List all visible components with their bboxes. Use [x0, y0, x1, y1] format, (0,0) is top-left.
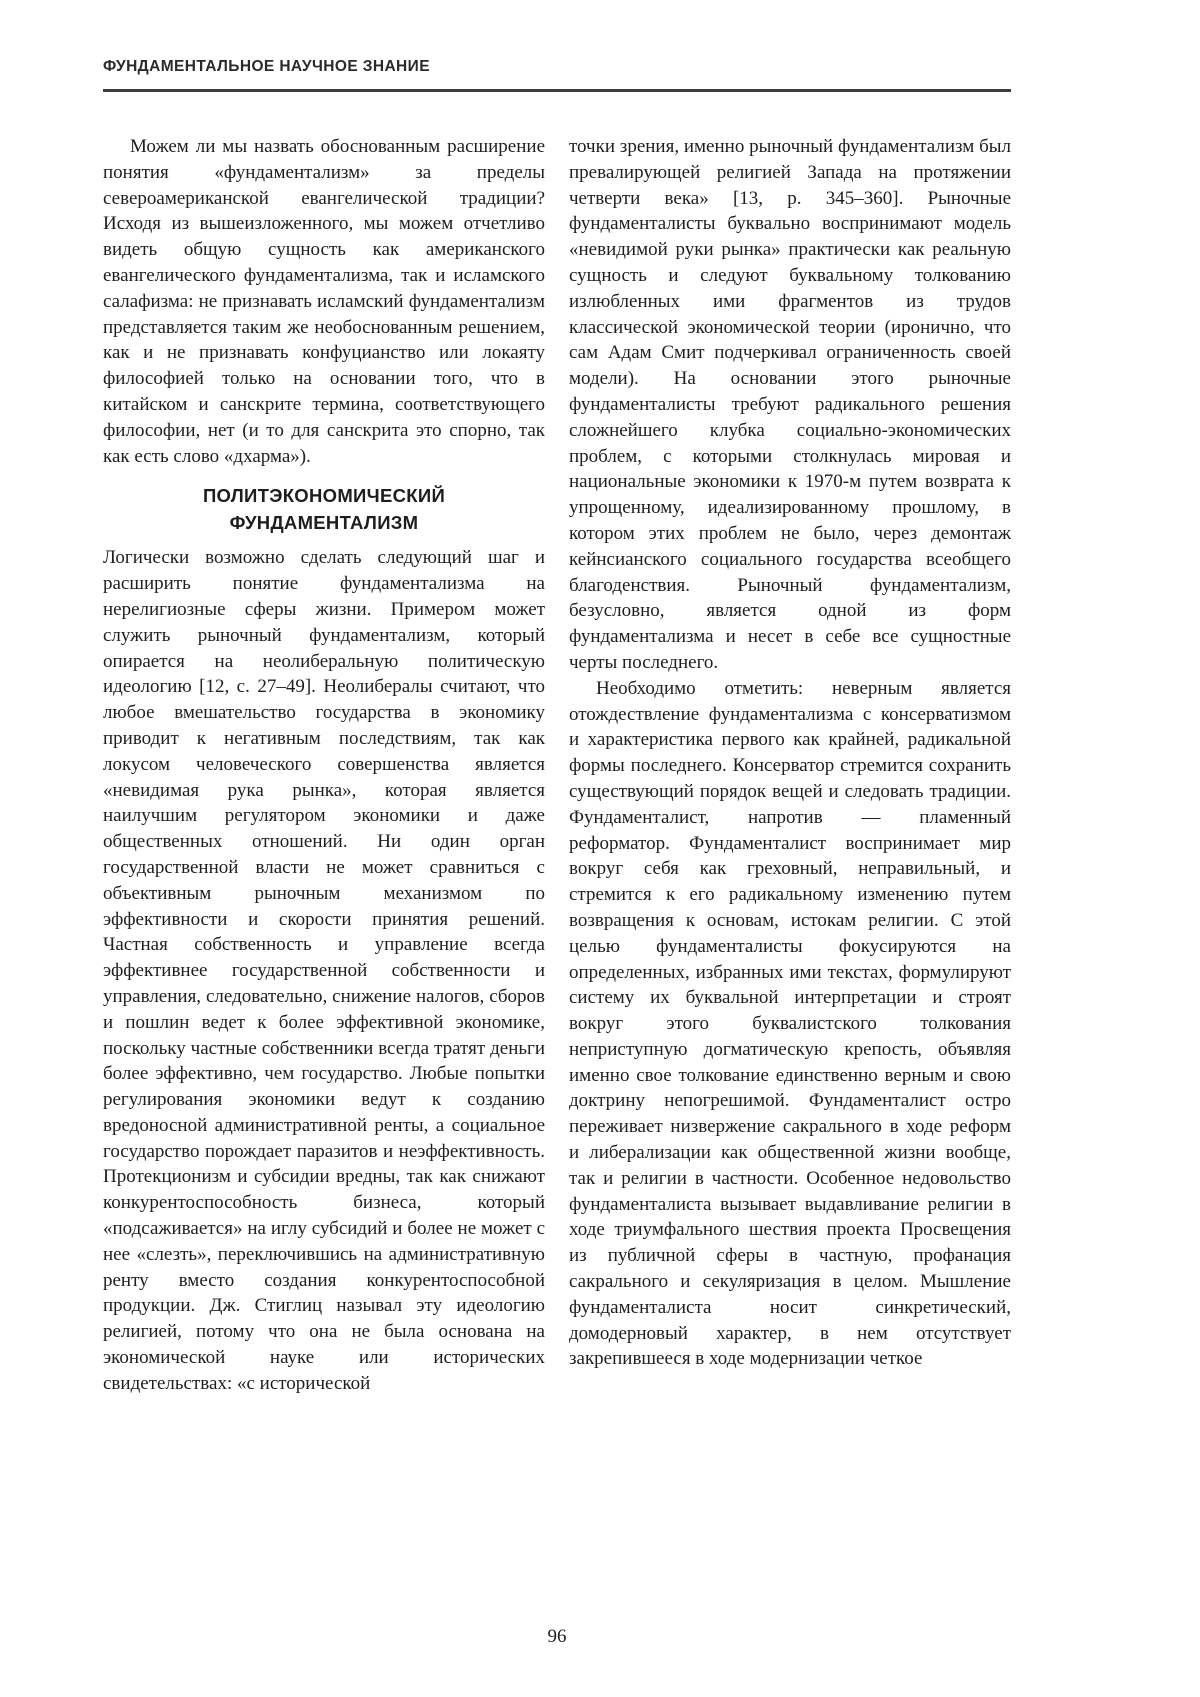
text-columns	[103, 134, 1011, 1397]
page-number: 96	[547, 1626, 567, 1647]
section-heading-line2: ФУНДАМЕНТАЛИЗМ	[229, 512, 419, 534]
page-content	[103, 58, 1011, 1397]
section-heading-line1: ПОЛИТЭКОНОМИЧЕСКИЙ	[202, 485, 446, 507]
paragraph-continuation: точки зрения, именно рыночный фундаментализм был превалирующей религией Запада на протяжении четверти века» [13, p. 345–360]. Рыночные фундаменталисты буквально воспринимают модель «невидимой руки рынка» практически как реальную сущность и следуют буквальному толкованию излюбленных ими фрагментов из трудов классической экономической теории (иронично, что сам Адам Смит подчеркивал ограниченность своей модели). На основании этого рыночные фундаменталисты требуют радикального решения сложнейшего клубка социально-экономических проблем, с которыми столкнулась мировая и национальные экономики к 1970-м путем возврата к упрощенному, идеализированному прошлому, в котором этих проблем не было, через демонтаж кейнсианского социального государства всеобщего благоденствия. Рыночный фундаментализм, безусловно, является одной из форм фундаментализма и несет в себе все сущностные черты последнего.	[569, 136, 1011, 673]
paragraph-note: Необходимо отметить: неверным является отождествление фундаментализма с консерватизмом и характеристика первого как крайней, радикальной формы последнего. Консерватор стремится сохранить существующий порядок вещей и следовать традиции. Фундаменталист, напротив — пламенный реформатор. Фундаменталист воспринимает мир вокруг себя как греховный, неправильный, и стремится к его радикальному изменению путем возвращения к основам, истокам религии. С этой целью фундаменталисты фокусируются на определенных, избранных ими текстах, формулируют систему их буквальной интерпретации и строят вокруг этого буквалистского толкования неприступную догматическую крепость, объявляя именно свое толкование единственно верным и свою доктрину непогрешимой. Фундаменталист остро переживает низвержение сакрального в ходе реформ и либерализации как общественной жизни вообще, так и религии в частности. Особенное недовольство фундаменталиста вызывает выдавливание религии в ходе триумфального шествия проекта Просвещения из публичной сферы в частную, профанация сакрального и секуляризация в целом. Мышление фундаменталиста носит синкретический, домодерновый характер, в нем отсутствует закрепившееся в ходе модернизации четкое	[569, 677, 1011, 1370]
section-heading	[103, 482, 545, 536]
paragraph-intro: Можем ли мы назвать обоснованным расширение понятия «фундаментализм» за пределы североамериканской евангелической традиции? Исходя из вышеизложенного, мы можем отчетливо видеть общую сущность как американского евангелического фундаментализма, так и исламского салафизма: не признавать исламский фундаментализм представляется таким же необоснованным решением, как и не признавать конфуцианство или локаяту философией только на основании того, что в китайском и санскрите термина, соответствующего философии, нет (и то для санскрита это спорно, так как есть слово «дхарма»).	[103, 136, 545, 467]
header-rule	[103, 89, 1011, 92]
left-column	[103, 134, 545, 1397]
right-column	[569, 134, 1011, 1397]
paragraph-section-body: Логически возможно сделать следующий шаг и расширить понятие фундаментализма на нерелигиозные сферы жизни. Примером может служить рыночный фундаментализм, который опирается на неолиберальную политическую идеологию [12, с. 27–49]. Неолибералы считают, что любое вмешательство государства в экономику приводит к негативным последствиям, так как локусом человеческого совершенства является «невидимая рука рынка», которая является наилучшим регулятором экономики и даже общественных отношений. Ни один орган государственной власти не может сравниться с объективным рыночным механизмом по эффективности и скорости принятия решений. Частная собственность и управление всегда эффективнее государственной собственности и управления, следовательно, снижение налогов, сборов и пошлин ведет к более эффективной экономике, поскольку частные собственники всегда тратят деньги более эффективно, чем государство. Любые попытки регулирования экономики ведут к созданию вредоносной административной ренты, а социальное государство порождает паразитов и неэффективность. Протекционизм и субсидии вредны, так как снижают конкурентоспособность бизнеса, который «подсаживается» на иглу субсидий и более не может с нее «слезть», переключившись на административную ренту вместо создания конкурентоспособной продукции. Дж. Стиглиц называл эту идеологию религией, потому что она не была основана на экономической науке или исторических свидетельствах: «с исторической	[103, 547, 545, 1394]
running-header: ФУНДАМЕНТАЛЬНОЕ НАУЧНОЕ ЗНАНИЕ	[103, 58, 430, 75]
